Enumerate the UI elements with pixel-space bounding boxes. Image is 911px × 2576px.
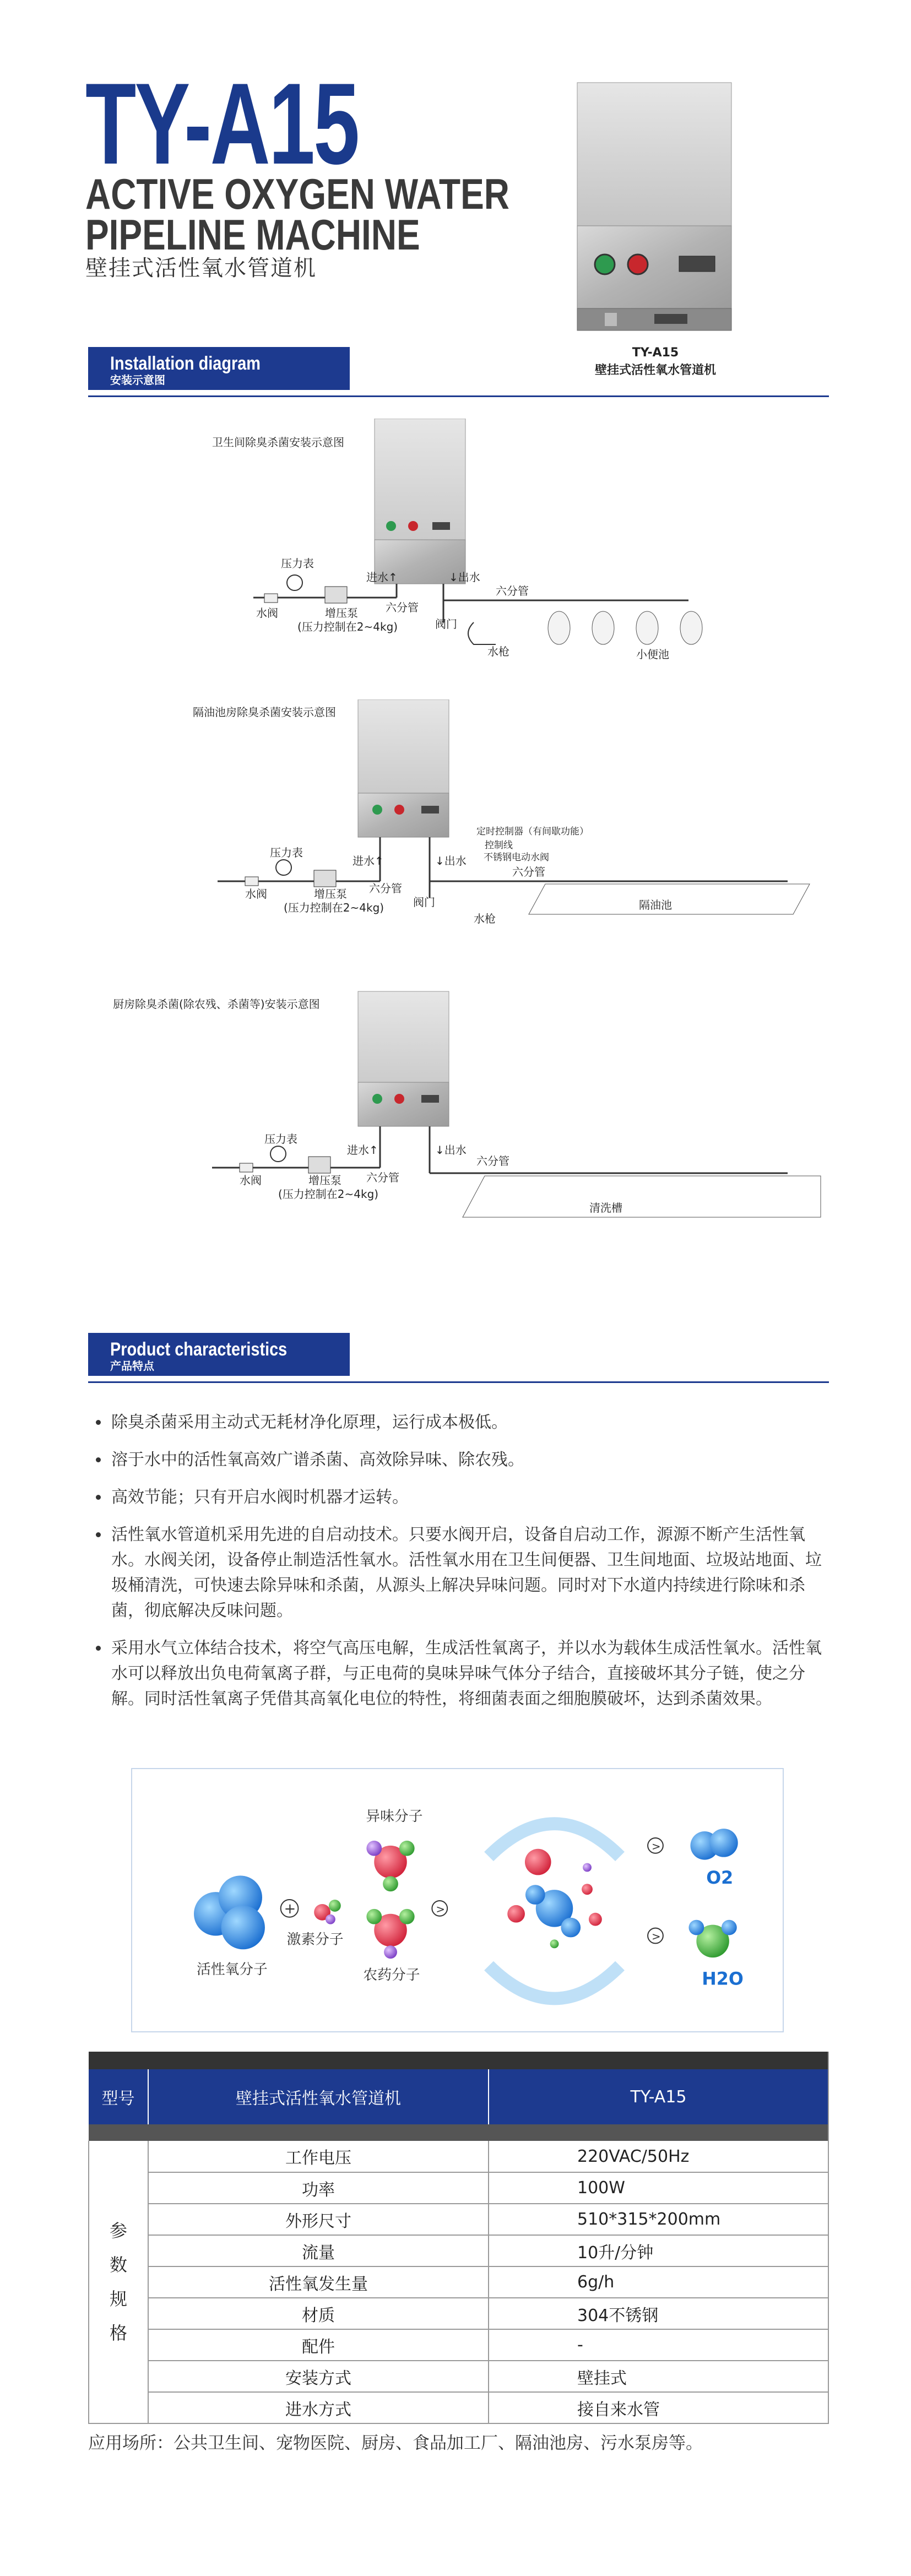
diagram-label: 异味分子 <box>366 1808 423 1825</box>
urinals-group <box>548 611 702 644</box>
subtitle-line-2: PIPELINE MACHINE <box>85 210 420 259</box>
chinese-title: 壁挂式活性氧水管道机 <box>85 256 317 281</box>
diagram-label: O2 <box>706 1868 734 1889</box>
diagram-label: 六分管 <box>369 882 402 895</box>
section-divider <box>88 1381 829 1383</box>
diagram-title: 卫生间除臭杀菌安装示意图 <box>212 436 344 449</box>
diagram-label: 隔油池房除臭杀菌安装示意图 <box>193 706 336 719</box>
spec-group-label: 参数规格 <box>89 2141 148 2423</box>
spec-name: 活性氧发生量 <box>148 2266 489 2298</box>
head-model-label: 型号 <box>89 2069 148 2124</box>
section-title-en: Product characteristics <box>110 1339 288 1360</box>
diagram-label: 激素分子 <box>286 1931 344 1948</box>
section-title-cn: 产品特点 <box>110 1359 154 1373</box>
list-item: 高效节能；只有开启水阀时机器才运转。 <box>88 1485 829 1510</box>
spec-value: 6g/h <box>489 2266 828 2298</box>
diagram-label: 六分管 <box>496 584 529 598</box>
o2-molecule-icon <box>690 1829 738 1860</box>
diagram-label: 不锈钢电动水阀 <box>484 852 549 863</box>
diagram-label: (压力控制在2~4kg) <box>297 620 398 633</box>
caption-model: TY-A15 <box>632 346 679 360</box>
product-subtitle <box>85 170 509 259</box>
kitchen-install-diagram <box>88 986 829 1245</box>
bullet-icon <box>96 1420 101 1425</box>
diagram-label: 控制线 <box>485 840 513 851</box>
list-item: 活性氧水管道机采用先进的自启动技术。只要水阀开启，设备自启动工作，源源不断产生活性氧水。水阀关闭，设备停止制造活性氧水。活性氧水用在卫生间便器、卫生间地面、垃圾站地面、垃圾桶清洗，可快速去除异味和杀菌，从源头上解决异味问题。同时对下水道内持续进行除味和杀菌，彻底解决反味问题。 <box>88 1522 829 1624</box>
list-item: 采用水气立体结合技术，将空气高压电解，生成活性氧离子，并以水为载体生成活性氧水。活性氧水可以释放出负电荷氧离子群，与正电荷的臭味异味气体分子结合，直接破坏其分子链，使之分解。同时活性氧离子凭借其高氧化电位的特性，将细菌表面之细胞膜破坏，达到杀菌效果。 <box>88 1636 829 1712</box>
diagram-label: H2O <box>702 1969 744 1989</box>
diagram-label: 压力表 <box>264 1132 297 1146</box>
diagram-label: 进水↑ <box>353 854 384 867</box>
list-item: 溶于水中的活性氧高效广谱杀菌、高效除异味、除农残。 <box>88 1447 829 1473</box>
spec-value: 10升/分钟 <box>489 2235 828 2266</box>
features-section-header <box>88 1333 350 1376</box>
spec-name: 安装方式 <box>148 2361 489 2392</box>
grease-trap-install-diagram <box>88 699 829 942</box>
h2o-molecule-icon <box>688 1920 736 1957</box>
active-oxygen-molecule-icon <box>194 1875 265 1949</box>
product-photo <box>572 77 737 336</box>
diagram-label: 进水↑ <box>347 1143 378 1157</box>
diagram-label: 增压泵 <box>314 887 347 901</box>
diagram-label: 六分管 <box>386 601 419 614</box>
diagram-label: 水阀 <box>245 887 267 901</box>
head-product-name: 壁挂式活性氧水管道机 <box>148 2069 489 2124</box>
spec-name: 材质 <box>148 2298 489 2329</box>
diagram-label: 水枪 <box>474 912 496 925</box>
molecule-reaction-diagram <box>131 1768 784 2032</box>
diagram-label: 水枪 <box>487 645 509 658</box>
svg-text:+: + <box>284 1900 296 1917</box>
diagram-label: 六分管 <box>512 865 545 878</box>
spec-value: 接自来水管 <box>489 2392 828 2423</box>
list-item: 除臭杀菌采用主动式无耗材净化原理，运行成本极低。 <box>88 1410 829 1435</box>
diagram-label: 进水↑ <box>366 571 398 584</box>
diagram-label: ↓出水 <box>435 1143 467 1157</box>
spec-name: 外形尺寸 <box>148 2204 489 2235</box>
spec-name: 流量 <box>148 2235 489 2266</box>
bullet-icon <box>96 1532 101 1537</box>
diagram-label: 增压泵 <box>308 1174 341 1187</box>
spec-value: 100W <box>489 2172 828 2204</box>
bullet-icon <box>96 1457 101 1462</box>
diagram-label: 水阀 <box>240 1174 262 1187</box>
caption-name: 壁挂式活性氧水管道机 <box>594 364 716 377</box>
product-caption <box>573 344 738 379</box>
hormone-molecule-icon <box>314 1900 341 1924</box>
diagram-label: ↓出水 <box>449 571 480 584</box>
head-model-value: TY-A15 <box>489 2069 828 2124</box>
spec-value: - <box>489 2329 828 2361</box>
diagram-label: 清洗槽 <box>589 1201 622 1214</box>
diagram-label: 增压泵 <box>325 606 358 620</box>
spec-name: 工作电压 <box>148 2141 489 2172</box>
diagram-label: 阀门 <box>413 896 435 909</box>
spec-name: 功率 <box>148 2172 489 2204</box>
diagram-label: (压力控制在2~4kg) <box>278 1187 379 1201</box>
spec-value: 510*315*200mm <box>489 2204 828 2235</box>
installation-section-header <box>88 347 350 390</box>
bullet-icon <box>96 1495 101 1500</box>
diagram-label: 压力表 <box>281 557 314 570</box>
pesticide-molecule-icon <box>366 1909 414 1959</box>
reaction-cluster-icon <box>507 1849 602 1948</box>
diagram-label: 隔油池 <box>639 898 672 912</box>
section-title-en: Installation diagram <box>110 353 261 374</box>
green-button-icon <box>595 254 615 274</box>
diagram-label: 厨房除臭杀菌(除农残、杀菌等)安装示意图 <box>113 997 320 1011</box>
applications-text: 应用场所：公共卫生间、宠物医院、厨房、食品加工厂、隔油池房、污水泵房等。 <box>88 2433 703 2453</box>
toilet-install-diagram <box>88 419 829 677</box>
red-button-icon <box>628 254 648 274</box>
diagram-label: 六分管 <box>476 1154 509 1168</box>
diagram-label: 活性氧分子 <box>196 1961 268 1978</box>
diagram-label: ↓出水 <box>435 854 467 867</box>
spec-name: 配件 <box>148 2329 489 2361</box>
odor-molecule-icon <box>366 1841 414 1891</box>
spec-value: 壁挂式 <box>489 2361 828 2392</box>
spec-value: 220VAC/50Hz <box>489 2141 828 2172</box>
section-title-cn: 安装示意图 <box>110 373 165 387</box>
diagram-label: 六分管 <box>366 1171 399 1184</box>
diagram-label: 小便池 <box>636 648 669 661</box>
spec-table <box>88 2052 829 2424</box>
spec-name: 进水方式 <box>148 2392 489 2423</box>
feature-list <box>88 1410 829 1724</box>
section-divider <box>88 395 829 397</box>
model-title: TY-A15 <box>85 59 359 188</box>
subtitle-line-1: ACTIVE OXYGEN WATER <box>85 170 509 218</box>
diagram-label: 定时控制器（有间歇功能） <box>476 826 589 837</box>
diagram-label: 水阀 <box>256 606 278 620</box>
svg-text:>: > <box>652 1930 661 1943</box>
diagram-label: 压力表 <box>270 846 303 859</box>
diagram-label: 农药分子 <box>363 1966 420 1983</box>
svg-text:>: > <box>652 1840 661 1853</box>
diagram-label: (压力控制在2~4kg) <box>284 901 384 914</box>
bullet-icon <box>96 1646 101 1651</box>
diagram-label: 阀门 <box>435 617 457 631</box>
spec-value: 304不锈钢 <box>489 2298 828 2329</box>
svg-text:>: > <box>436 1902 445 1916</box>
